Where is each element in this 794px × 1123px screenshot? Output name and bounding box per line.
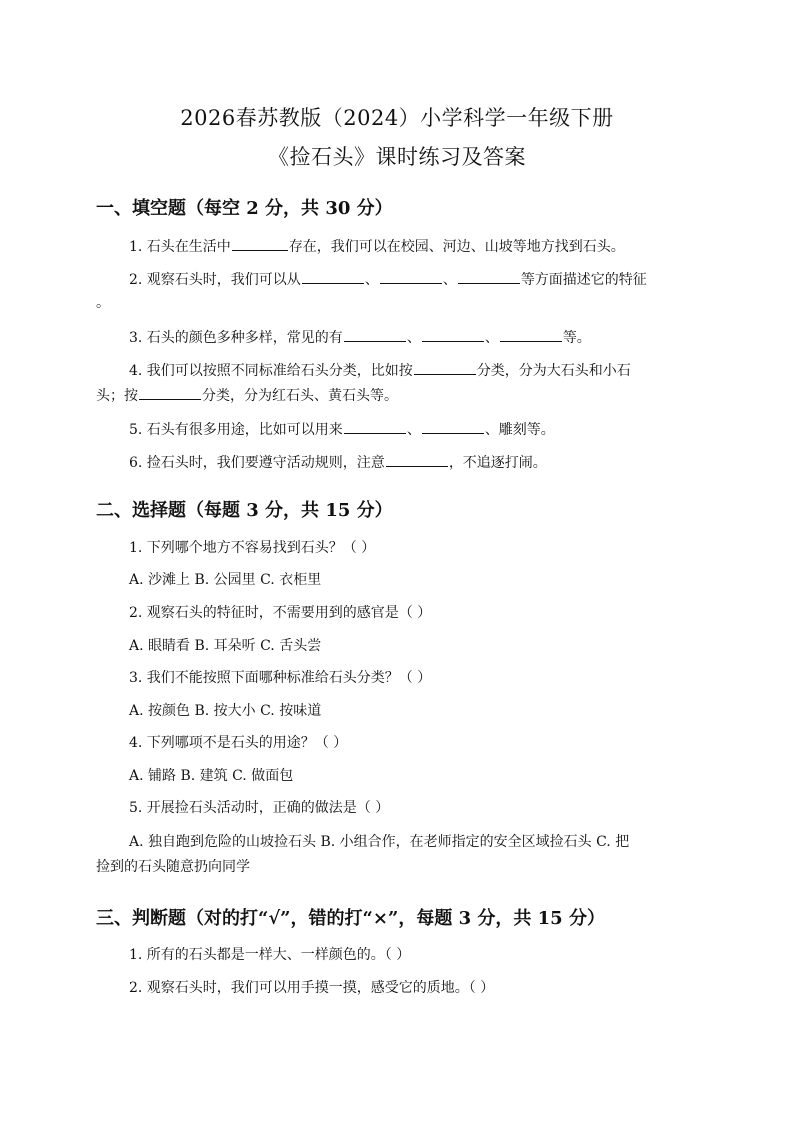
answer-blank [422, 326, 484, 342]
question-2-3: 3. 我们不能按照下面哪种标准给石头分类？（ ） [129, 670, 432, 686]
text-segment: 等。 [562, 330, 591, 346]
question-2-2: 2. 观察石头的特征时，不需要用到的感官是（ ） [129, 605, 432, 621]
text-segment: 、 [406, 330, 421, 346]
question-2-4-options: A. 铺路 B. 建筑 C. 做面包 [129, 768, 294, 784]
text-segment: 5. 石头有很多用途，比如可以用来 [129, 422, 343, 438]
answer-blank [302, 268, 364, 284]
question-2-1-options: A. 沙滩上 B. 公园里 C. 衣柜里 [129, 572, 322, 588]
doc-title-line1: 2026春苏教版（2024）小学科学一年级下册 [180, 106, 614, 130]
text-segment: 分类，分为大石头和小石 [476, 363, 631, 379]
answer-blank [380, 268, 442, 284]
answer-blank [422, 418, 484, 434]
answer-blank [232, 235, 288, 251]
text-segment: 1. 石头在生活中 [129, 239, 231, 255]
section-heading-true-false: 三、判断题（对的打“√”，错的打“×”，每题 3 分，共 15 分） [96, 908, 605, 929]
question-2-1: 1. 下列哪个地方不容易找到石头？（ ） [129, 540, 376, 556]
text-segment: 、 [484, 330, 499, 346]
question-1-2 [96, 268, 700, 290]
question-2-5: 5. 开展捡石头活动时，正确的做法是（ ） [129, 800, 390, 816]
question-1-4 [96, 359, 700, 381]
question-1-3 [96, 326, 700, 348]
text-segment: 头；按 [96, 388, 138, 404]
text-segment: 、雕刻等。 [484, 422, 555, 438]
text-segment: 4. 我们可以按照不同标准给石头分类，比如按 [129, 363, 413, 379]
text-segment: 3. 石头的颜色多种多样，常见的有 [129, 330, 343, 346]
question-2-4: 4. 下列哪项不是石头的用途？（ ） [129, 735, 348, 751]
question-2-5-options: A. 独自跑到危险的山坡捡石头 B. 小组合作，在老师指定的安全区域捡石头 C. 把 [129, 834, 630, 850]
answer-blank [458, 268, 520, 284]
answer-blank [344, 418, 406, 434]
question-3-2: 2. 观察石头时，我们可以用手摸一摸，感受它的质地。（ ） [129, 980, 495, 996]
doc-title-line2: 《捡石头》课时练习及答案 [268, 145, 526, 169]
question-3-1: 1. 所有的石头都是一样大、一样颜色的。（ ） [129, 947, 411, 963]
text-segment: 存在，我们可以在校园、河边、山坡等地方找到石头。 [288, 239, 625, 255]
text-segment: 、 [442, 272, 457, 288]
text-segment: 、 [406, 422, 421, 438]
text-segment: 6. 捡石头时，我们要遵守活动规则，注意 [129, 455, 385, 471]
answer-blank [414, 359, 476, 375]
question-1-4-continued [96, 384, 700, 406]
question-1-5 [96, 418, 700, 440]
section-heading-multiple-choice: 二、选择题（每题 3 分，共 15 分） [96, 500, 393, 521]
answer-blank [500, 326, 562, 342]
question-2-5-options-continued: 捡到的石头随意扔向同学 [96, 859, 250, 875]
question-1-6 [96, 451, 700, 473]
section-heading-fill-blank: 一、填空题（每空 2 分，共 30 分） [96, 198, 393, 219]
answer-blank [344, 326, 406, 342]
text-segment: 、 [364, 272, 379, 288]
question-2-3-options: A. 按颜色 B. 按大小 C. 按味道 [129, 703, 322, 719]
answer-blank [139, 384, 201, 400]
text-segment: ，不追逐打闹。 [448, 455, 547, 471]
text-segment: 等方面描述它的特征 [520, 272, 647, 288]
answer-blank [386, 451, 448, 467]
text-segment: 分类，分为红石头、黄石头等。 [202, 388, 398, 404]
question-2-2-options: A. 眼睛看 B. 耳朵听 C. 舌头尝 [129, 638, 322, 654]
text-segment: 2. 观察石头时，我们可以从 [129, 272, 301, 288]
question-1-1 [96, 235, 700, 257]
question-1-2-continued: 。 [96, 295, 110, 311]
